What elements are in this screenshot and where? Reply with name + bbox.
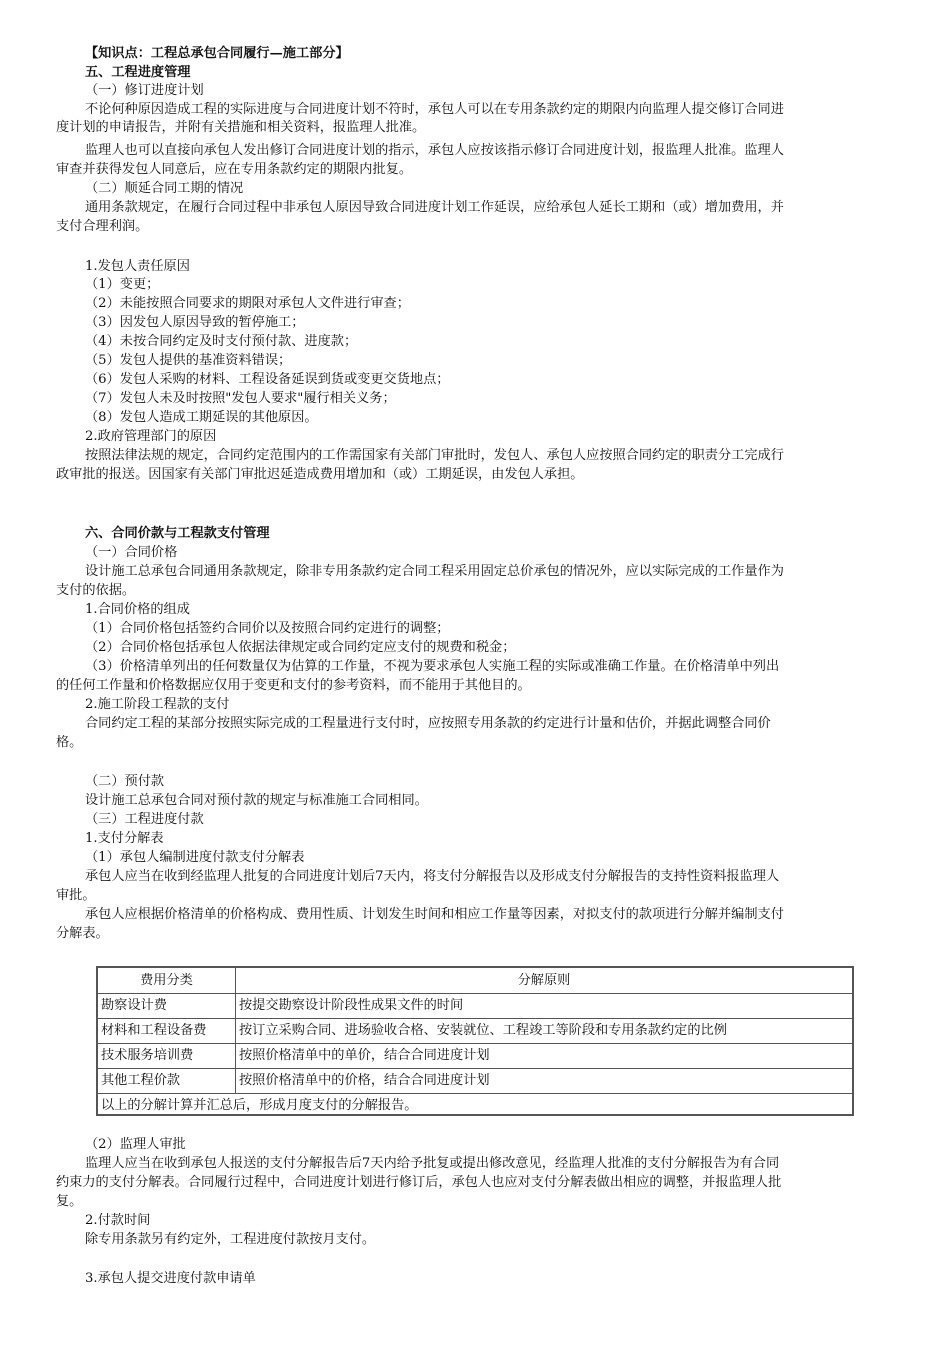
paragraph-line: 审查并获得发包人同意后，应在专用条款约定的期限内批复。 [56, 162, 413, 177]
paragraph-line: 支付合理利润。 [56, 219, 149, 234]
paragraph-line: 的任何工作量和价格数据应仅用于变更和支付的参考资料，而不能用于其他目的。 [56, 678, 531, 693]
table-cell: 按订立采购合同、进场验收合格、安装就位、工程竣工等阶段和专用条款约定的比例 [239, 1023, 727, 1038]
table-header-cell: 分解原则 [517, 973, 571, 988]
payment-breakdown-table [96, 966, 854, 1116]
paragraph-line: 不论何种原因造成工程的实际进度与合同进度计划不符时，承包人可以在专用条款约定的期限内向监理人提交修订合同进 [85, 102, 784, 117]
list-item: （5）发包人提供的基准资料错误； [85, 353, 292, 368]
item-heading: 2.付款时间 [85, 1213, 151, 1228]
table-row [98, 1068, 852, 1094]
table-footer-row [98, 1093, 852, 1118]
item-heading: 3.承包人提交进度付款申请单 [85, 1271, 256, 1286]
list-item: （1）合同价格包括签约合同价以及按照合同约定进行的调整； [85, 621, 450, 636]
paragraph-line: 分解表。 [56, 926, 109, 941]
paragraph-line: 除专用条款另有约定外，工程进度付款按月支付。 [85, 1232, 376, 1247]
table-header-row [98, 968, 852, 994]
table-cell: 勘察设计费 [98, 993, 236, 1018]
paragraph-line: 度计划的申请报告，并附有关措施和相关资料，报监理人批准。 [56, 120, 426, 135]
list-item: （4）未按合同约定及时支付预付款、进度款； [85, 334, 358, 349]
paragraph-line: 约束力的支付分解表。合同履行过程中，合同进度计划进行修订后，承包人也应对支付分解表做出相应的调整，并报监理人批 [56, 1175, 782, 1190]
table-cell: 按照价格清单中的价格，结合合同进度计划 [239, 1073, 490, 1088]
paragraph-line: 监理人也可以直接向承包人发出修订合同进度计划的指示，承包人应按该指示修订合同进度计划，报监理人批准。监理人 [85, 143, 784, 158]
list-item: （6）发包人采购的材料、工程设备延误到货或变更交货地点； [85, 372, 450, 387]
list-item: （7）发包人未及时按照"发包人要求"履行相关义务； [85, 391, 396, 406]
table-cell: 材料和工程设备费 [98, 1018, 236, 1043]
paragraph-line: 合同约定工程的某部分按照实际完成的工程量进行支付时，应按照专用条款的约定进行计量和估价，并据此调整合同价 [85, 716, 771, 731]
paragraph-line: 承包人应当在收到经监理人批复的合同进度计划后7天内，将支付分解报告以及形成支付分解报告的支持性资料报监理人 [85, 869, 780, 884]
table-cell: 按照价格清单中的单价，结合合同进度计划 [239, 1048, 490, 1063]
section-heading: 五、工程进度管理 [85, 65, 191, 80]
subsection-heading: （二）预付款 [85, 774, 165, 789]
subsection-heading: （一）合同价格 [85, 545, 178, 560]
paragraph-line: 设计施工总承包合同通用条款规定，除非专用条款约定合同工程采用固定总价承包的情况外，应以实际完成的工作量作为 [85, 564, 784, 579]
table-cell: 其他工程价款 [98, 1068, 236, 1093]
item-heading: 1.支付分解表 [85, 831, 164, 846]
table-row [98, 1018, 852, 1044]
paragraph-line: 复。 [56, 1194, 83, 1209]
item-heading: 2.施工阶段工程款的支付 [85, 697, 230, 712]
paragraph-line: 格。 [56, 735, 83, 750]
list-item: （3）价格清单列出的任何数量仅为估算的工作量，不视为要求承包人实施工程的实际或准确工作量。在价格清单中列出 [85, 659, 780, 674]
list-item: （3）因发包人原因导致的暂停施工； [85, 315, 305, 330]
list-item: （1）变更； [85, 277, 160, 292]
paragraph-line: 支付的依据。 [56, 583, 136, 598]
subsection-heading: （一）修订进度计划 [85, 83, 204, 98]
subsection-heading: （三）工程进度付款 [85, 812, 204, 827]
item-heading: 1.发包人责任原因 [85, 259, 190, 274]
paragraph-line: 政审批的报送。因国家有关部门审批迟延造成费用增加和（或）工期延误，由发包人承担。 [56, 467, 584, 482]
table-cell: 技术服务培训费 [98, 1043, 236, 1068]
item-heading: 1.合同价格的组成 [85, 602, 190, 617]
paragraph-line: 通用条款规定，在履行合同过程中非承包人原因导致合同进度计划工作延误，应给承包人延长工期和（或）增加费用，并 [85, 200, 784, 215]
section-heading: 六、合同价款与工程款支付管理 [85, 526, 270, 541]
list-item: （1）承包人编制进度付款支付分解表 [85, 850, 305, 865]
table-footer-cell: 以上的分解计算并汇总后，形成月度支付的分解报告。 [101, 1098, 418, 1113]
paragraph-line: 监理人应当在收到承包人报送的支付分解报告后7天内给予批复或提出修改意见，经监理人批准的支付分解报告为有合同 [85, 1156, 780, 1171]
list-item: （2）监理人审批 [85, 1137, 186, 1152]
list-item: （8）发包人造成工期延误的其他原因。 [85, 410, 318, 425]
subsection-heading: （二）顺延合同工期的情况 [85, 181, 244, 196]
table-row [98, 1043, 852, 1069]
paragraph-line: 审批。 [56, 888, 96, 903]
list-item: （2）合同价格包括承包人依据法律规定或合同约定应支付的规费和税金； [85, 640, 516, 655]
table-row [98, 993, 852, 1019]
table-cell: 按提交勘察设计阶段性成果文件的时间 [239, 998, 464, 1013]
item-heading: 2.政府管理部门的原因 [85, 429, 217, 444]
paragraph-line: 设计施工总承包合同对预付款的规定与标准施工合同相同。 [85, 793, 428, 808]
knowledge-point-title: 【知识点：工程总承包合同履行—施工部分】 [85, 46, 349, 61]
paragraph-line: 按照法律法规的规定，合同约定范围内的工作需国家有关部门审批时，发包人、承包人应按照合同约定的职责分工完成行 [85, 448, 784, 463]
table-header-cell: 费用分类 [98, 968, 236, 993]
paragraph-line: 承包人应根据价格清单的价格构成、费用性质、计划发生时间和相应工作量等因素，对拟支付的款项进行分解并编制支付 [85, 907, 784, 922]
list-item: （2）未能按照合同要求的期限对承包人文件进行审查； [85, 296, 410, 311]
